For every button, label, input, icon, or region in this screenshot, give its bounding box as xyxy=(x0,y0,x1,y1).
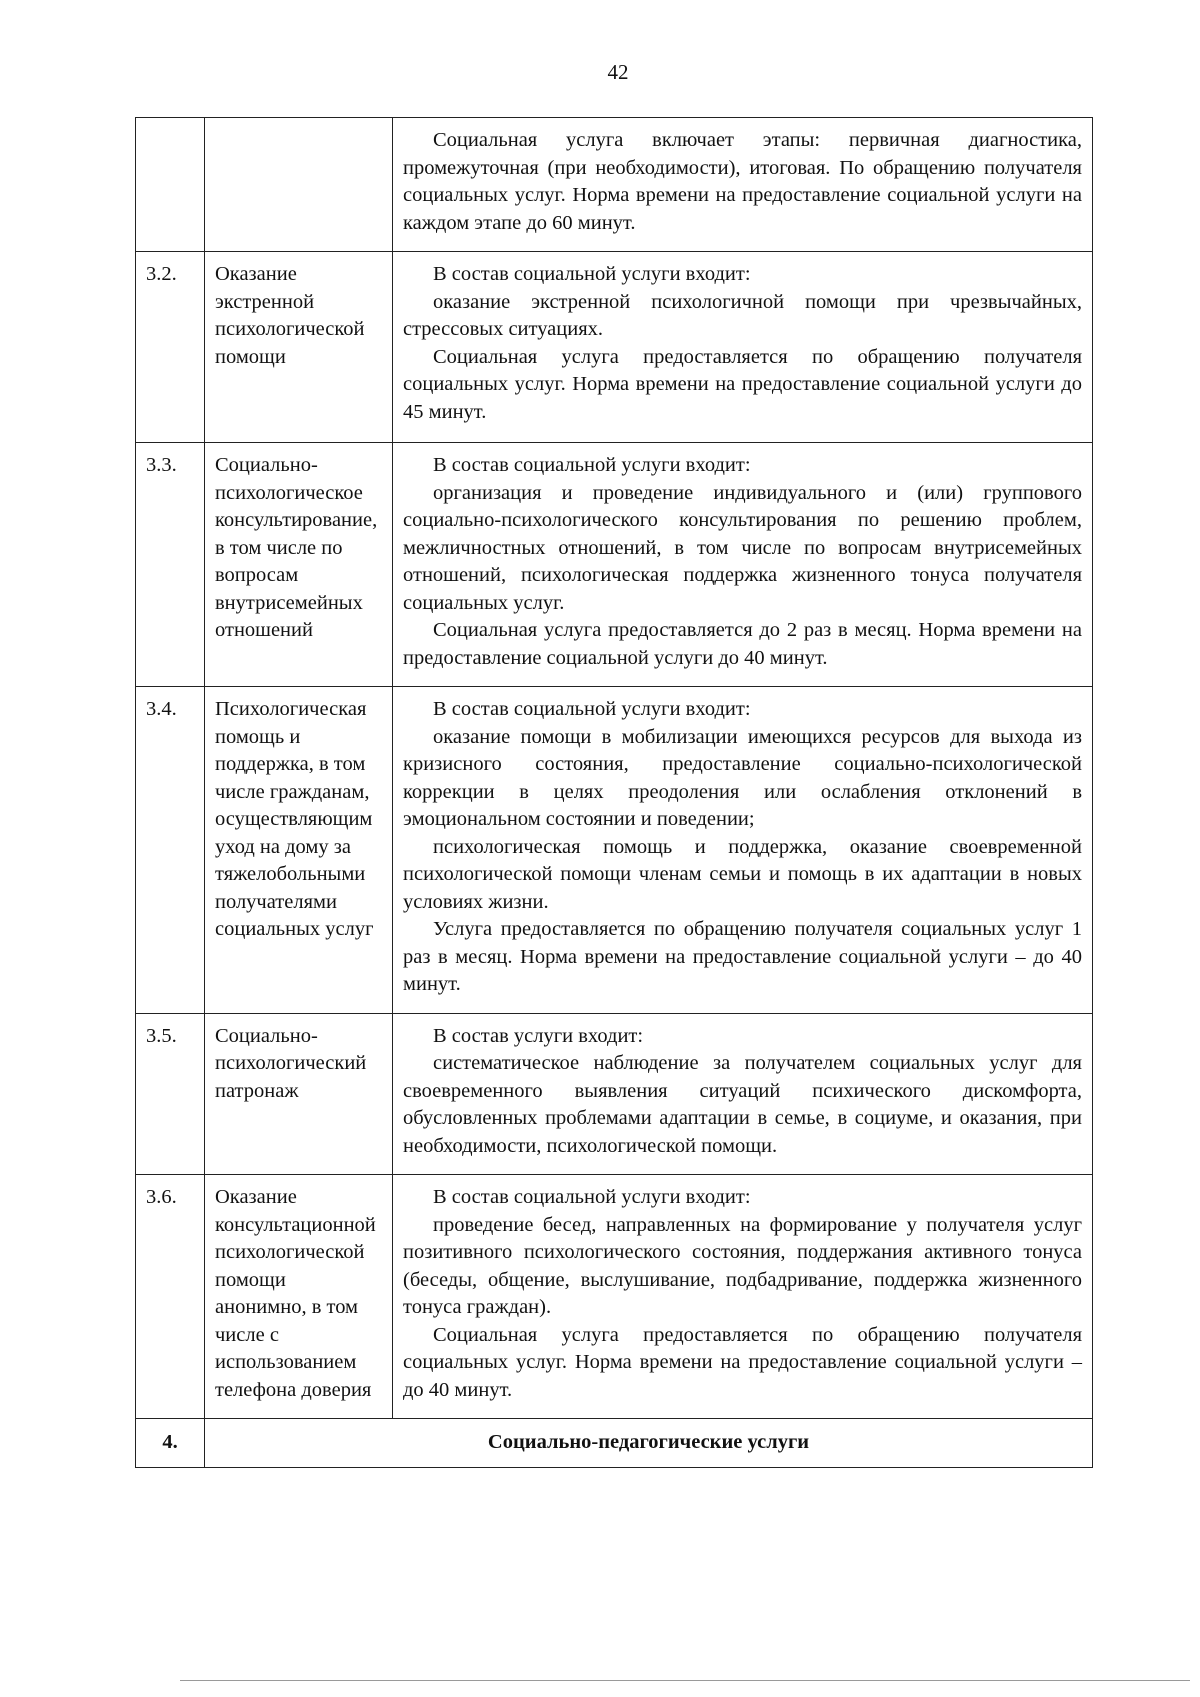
description-paragraph: психологическая помощь и поддержка, оказание своевременной психологической помощи членам семьи и помощь в их адаптации в новых условиях жизни. xyxy=(403,835,1082,913)
description-paragraph: систематическое наблюдение за получателем социальных услуг для своевременного выявления ситуаций психического дискомфорта, обусловленных проблемами адаптации в семье, в социуме, и оказания, при необходимости, психологической помощи. xyxy=(403,1052,1082,1157)
row-number: 3.6. xyxy=(136,1175,205,1419)
service-description xyxy=(393,118,1093,252)
description-paragraph: Социальная услуга предоставляется до 2 раз в месяц. Норма времени на предоставление социальной услуги до 40 минут. xyxy=(403,619,1082,669)
service-description xyxy=(393,1175,1093,1419)
table-row xyxy=(136,687,1093,1014)
service-name: Оказание экстренной психологической помощи xyxy=(205,252,393,443)
description-paragraph: оказание экстренной психологичной помощи при чрезвычайных, стрессовых ситуациях. xyxy=(403,290,1082,340)
row-number: 3.2. xyxy=(136,252,205,443)
service-description xyxy=(393,1013,1093,1175)
description-paragraph: Социальная услуга предоставляется по обращению получателя социальных услуг. Норма времени на предоставление социальной услуги до 45 минут. xyxy=(403,345,1082,423)
description-paragraph: В состав социальной услуги входит: xyxy=(433,263,751,285)
table-row xyxy=(136,1013,1093,1175)
service-name: Социально-психологический патронаж xyxy=(205,1013,393,1175)
section-header-row xyxy=(136,1419,1093,1468)
service-name: Психологическая помощь и поддержка, в том числе гражданам, осуществляющим уход на дому за тяжелобольными получателями социальных услуг xyxy=(205,687,393,1014)
row-number xyxy=(136,118,205,252)
table-row xyxy=(136,443,1093,687)
description-paragraph: В состав социальной услуги входит: xyxy=(433,1186,751,1208)
description-paragraph: оказание помощи в мобилизации имеющихся ресурсов для выхода из кризисного состояния, предоставление социально-психологической коррекции в целях преодоления или ослабления отклонений в эмоциональном состоянии и поведении; xyxy=(403,725,1082,830)
description-paragraph: В состав социальной услуги входит: xyxy=(433,698,751,720)
section-number: 4. xyxy=(136,1419,205,1468)
table-row xyxy=(136,1175,1093,1419)
service-name xyxy=(205,118,393,252)
service-name: Оказание консультационной психологической помощи анонимно, в том числе с использованием телефона доверия xyxy=(205,1175,393,1419)
services-table xyxy=(135,117,1093,1468)
description-paragraph: проведение бесед, направленных на формирование у получателя услуг позитивного психологического состояния, поддержания активного тонуса (беседы, общение, выслушивание, подбадривание, поддержка жизненного тонуса граждан). xyxy=(403,1213,1082,1318)
row-number: 3.5. xyxy=(136,1013,205,1175)
service-description xyxy=(393,443,1093,687)
description-paragraph: В состав социальной услуги входит: xyxy=(433,454,751,476)
table-row xyxy=(136,252,1093,443)
description-paragraph: Услуга предоставляется по обращению получателя социальных услуг 1 раз в месяц. Норма времени на предоставление социальной услуги – до 40 минут. xyxy=(403,918,1082,995)
description-paragraph: Социальная услуга включает этапы: первичная диагностика, промежуточная (при необходимости), итоговая. По обращению получателя социальных услуг. Норма времени на предоставление социальной услуги на каждом этапе до 60 минут. xyxy=(403,129,1082,234)
description-paragraph: В состав услуги входит: xyxy=(433,1024,644,1047)
section-title: Социально-педагогические услуги xyxy=(205,1419,1093,1468)
service-name: Социально-психологическое консультирование, в том числе по вопросам внутрисемейных отношений xyxy=(205,443,393,687)
row-number: 3.3. xyxy=(136,443,205,687)
service-description xyxy=(393,252,1093,443)
service-description xyxy=(393,687,1093,1014)
description-paragraph: Социальная услуга предоставляется по обращению получателя социальных услуг. Норма времени на предоставление социальной услуги – до 40 минут. xyxy=(403,1323,1082,1401)
description-paragraph: организация и проведение индивидуального и (или) группового социально-психологического консультирования по решению проблем, межличностных отношений, в том числе по вопросам внутрисемейных отношений, психологическая поддержка жизненного тонуса получателя социальных услуг. xyxy=(403,481,1082,614)
row-number: 3.4. xyxy=(136,687,205,1014)
page-number: 42 xyxy=(607,60,629,84)
bottom-divider xyxy=(180,1680,1190,1681)
table-row xyxy=(136,118,1093,252)
